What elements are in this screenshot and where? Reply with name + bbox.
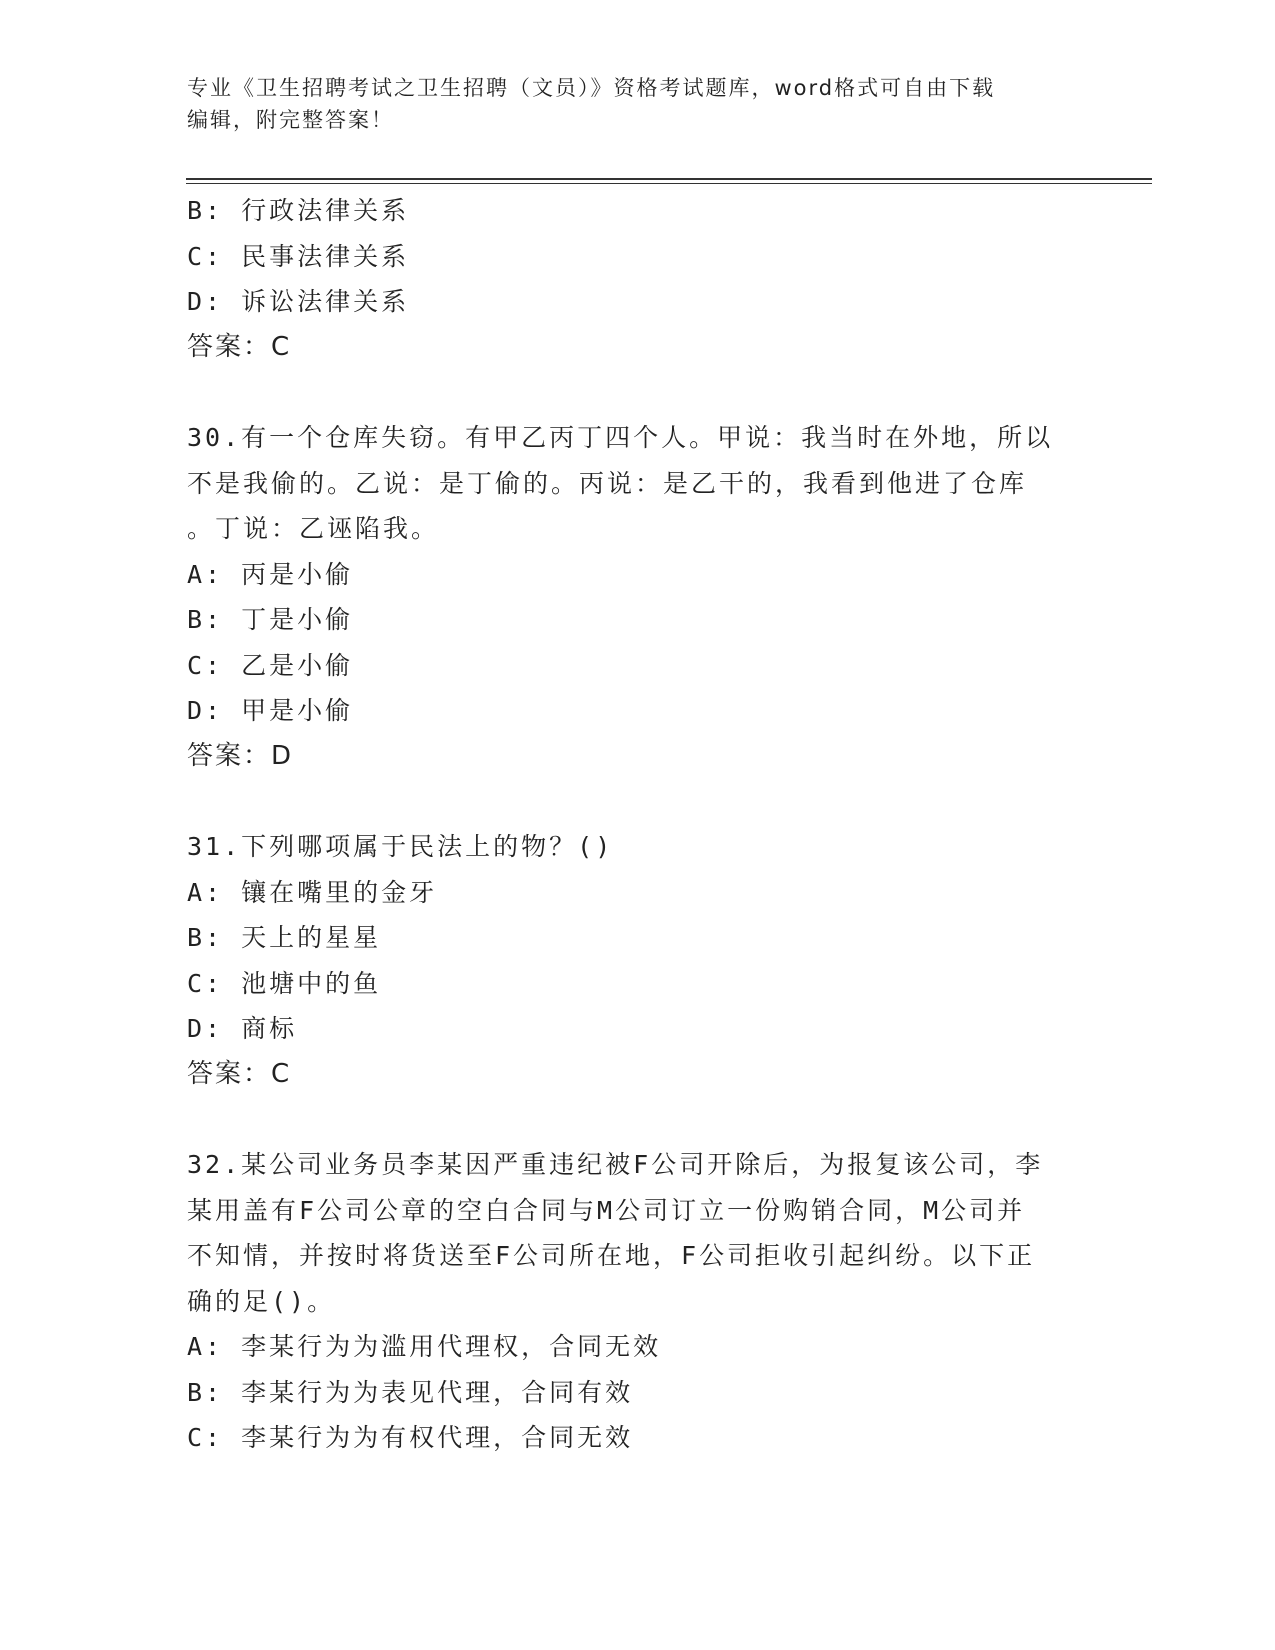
header-divider-thin	[186, 183, 1152, 184]
option-d: D: 商标	[187, 1014, 298, 1043]
question-stem-line: 。丁说：乙诬陷我。	[187, 514, 440, 543]
option-b: B: 李某行为为表见代理，合同有效	[187, 1377, 634, 1407]
header-line-1: 专业《卫生招聘考试之卫生招聘（文员）》资格考试题库，word格式可自由下载	[187, 76, 996, 100]
option-c: C: 池塘中的鱼	[187, 968, 382, 998]
option-a: A: 镶在嘴里的金牙	[187, 877, 438, 907]
option-c: C: 乙是小偷	[187, 650, 354, 680]
answer: 答案：C	[187, 1058, 292, 1089]
option-b: B: 天上的星星	[187, 923, 382, 952]
option-a: A: 李某行为为滥用代理权，合同无效	[187, 1332, 662, 1361]
option-d: D: 甲是小偷	[187, 696, 354, 725]
option-a: A: 丙是小偷	[187, 559, 354, 589]
option-b: B: 丁是小偷	[187, 605, 354, 634]
option-b: B: 行政法律关系	[187, 196, 410, 225]
question-30	[187, 415, 1087, 779]
question-32	[187, 1142, 1087, 1461]
question-stem-line: 确的足()。	[187, 1286, 336, 1316]
answer: 答案：D	[187, 740, 294, 771]
header-divider	[186, 178, 1152, 180]
question-29	[187, 188, 1087, 370]
question-list	[187, 188, 1087, 1461]
question-stem-line: 30.有一个仓库失窃。有甲乙丙丁四个人。甲说：我当时在外地，所以	[187, 423, 1054, 452]
question-31	[187, 824, 1087, 1097]
document-header	[187, 72, 1087, 136]
option-d: D: 诉讼法律关系	[187, 287, 410, 316]
question-stem-line: 31.下列哪项属于民法上的物？()	[187, 832, 614, 861]
option-c: C: 李某行为为有权代理，合同无效	[187, 1423, 634, 1452]
question-stem-line: 某用盖有F公司公章的空白合同与M公司订立一份购销合同，M公司并	[187, 1195, 1026, 1225]
header-line-2: 编辑，附完整答案！	[187, 108, 394, 132]
question-stem-line: 32.某公司业务员李某因严重违纪被F公司开除后，为报复该公司，李	[187, 1150, 1044, 1179]
answer: 答案：C	[187, 331, 292, 362]
option-c: C: 民事法律关系	[187, 241, 410, 271]
question-stem-line: 不知情，并按时将货送至F公司所在地，F公司拒收引起纠纷。以下正	[187, 1241, 1036, 1270]
question-stem-line: 不是我偷的。乙说：是丁偷的。丙说：是乙干的，我看到他进了仓库	[187, 468, 1028, 498]
